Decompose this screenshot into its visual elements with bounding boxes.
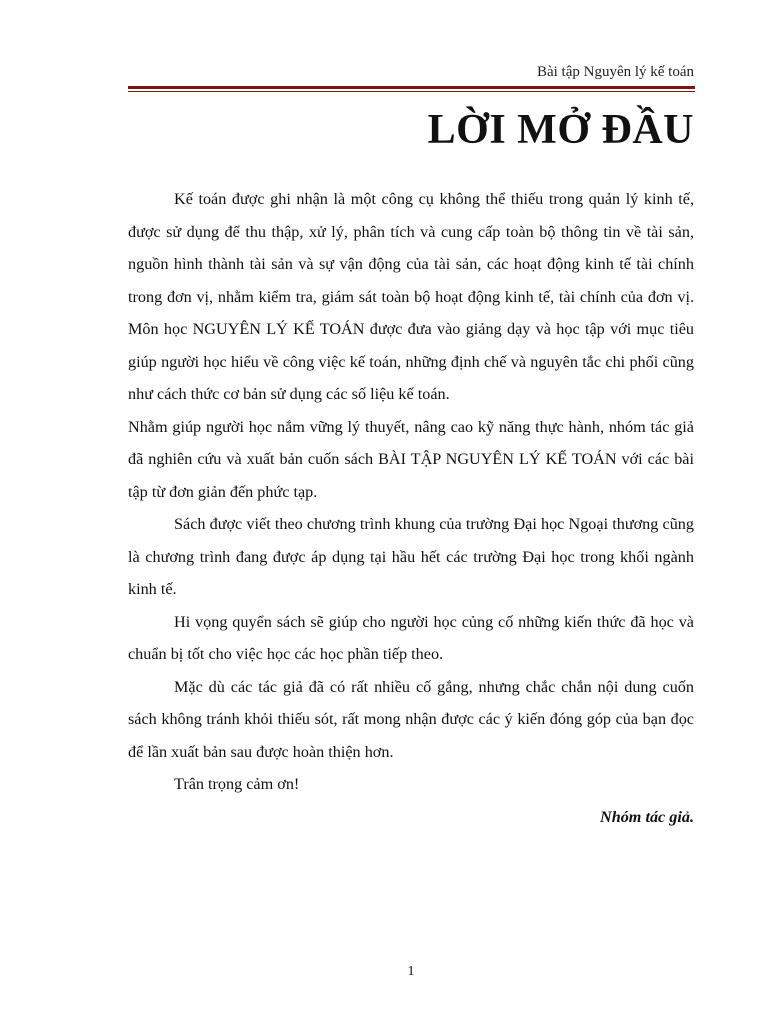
preface-body (128, 183, 694, 833)
paragraph-intro: Kế toán được ghi nhận là một công cụ không thể thiếu trong quản lý kinh tế, được sử dụng để thu thập, xử lý, phân tích và cung cấp toàn bộ thông tin về tài sản, nguồn hình thành tài sản và sự vận động của tài sản, các hoạt động kinh tế tài chính trong đơn vị, nhằm kiểm tra, giám sát toàn bộ hoạt động kinh tế, tài chính của đơn vị. Môn học NGUYÊN LÝ KẾ TOÁN được đưa vào giảng dạy và học tập với mục tiêu giúp người học hiểu về công việc kế toán, những định chế và nguyên tắc chi phối cũng như cách thức cơ bản sử dụng các số liệu kế toán. (128, 190, 694, 403)
page-number: 1 (407, 964, 415, 979)
header-rule-thin (128, 91, 695, 92)
paragraph-curriculum: Sách được viết theo chương trình khung của trường Đại học Ngoại thương cũng là chương trình đang được áp dụng tại hầu hết các trường Đại học trong khối ngành kinh tế. (128, 515, 694, 598)
page-title: LỜI MỞ ĐẦU (427, 107, 694, 153)
paragraph-feedback: Mặc dù các tác giả đã có rất nhiều cố gắng, nhưng chắc chắn nội dung cuốn sách không tránh khỏi thiếu sót, rất mong nhận được các ý kiến đóng góp của bạn đọc để lần xuất bản sau được hoàn thiện hơn. (128, 677, 694, 761)
paragraph-thanks: Trân trọng cảm ơn! (174, 775, 300, 793)
running-header: Bài tập Nguyên lý kế toán (536, 64, 694, 80)
header-rule-thick (128, 86, 695, 89)
author-signature: Nhóm tác giả. (600, 807, 694, 826)
paragraph-hope: Hi vọng quyển sách sẽ giúp cho người học củng cố những kiến thức đã học và chuẩn bị tốt cho việc học các học phần tiếp theo. (128, 612, 694, 663)
paragraph-purpose: Nhằm giúp người học nắm vững lý thuyết, nâng cao kỹ năng thực hành, nhóm tác giả đã nghiên cứu và xuất bản cuốn sách BÀI TẬP NGUYÊN LÝ KẾ TOÁN với các bài tập từ đơn giản đến phức tạp. (128, 417, 694, 501)
